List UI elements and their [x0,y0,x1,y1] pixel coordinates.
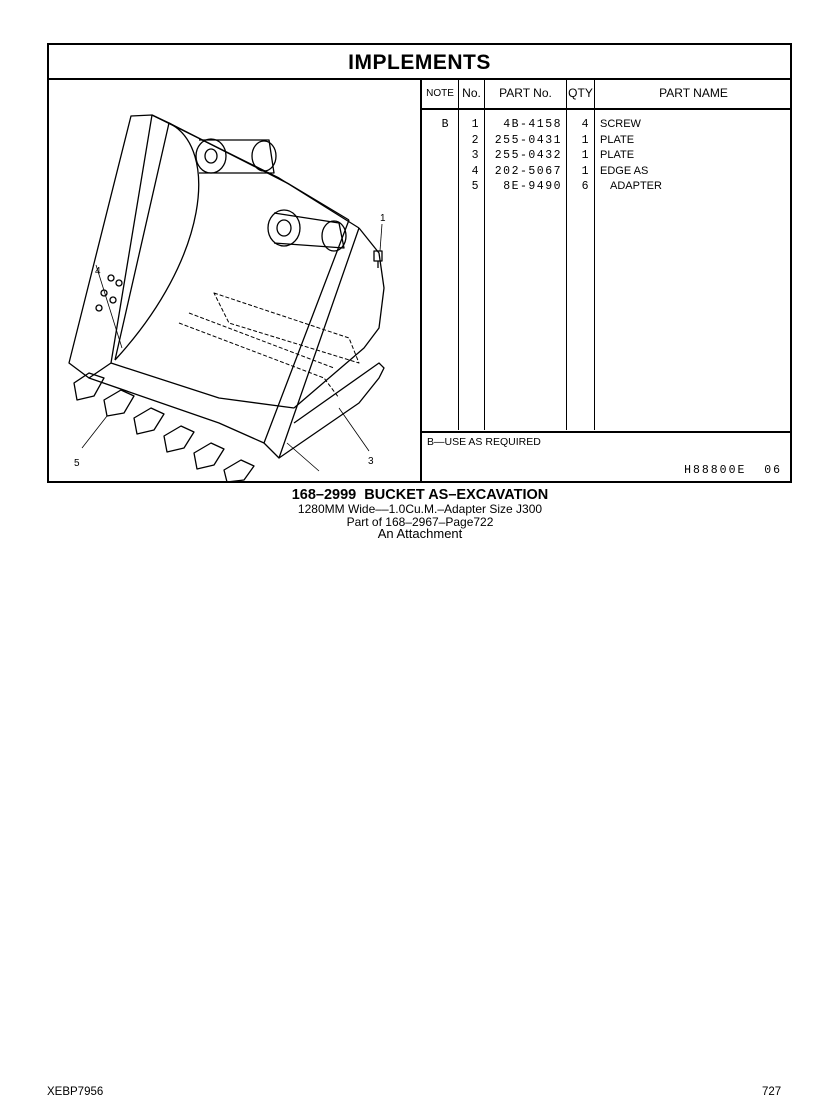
row-1-no: 1 [471,118,480,131]
qty-cell [567,109,595,430]
row-3-note [422,148,458,164]
row-4-qty: 1 [581,164,590,178]
caption-part-of: Part of 168–2967–Page722 [346,515,494,529]
col-qty: QTY [567,78,595,109]
row-2-part-no: 255-0431 [494,133,562,147]
row-3-part-no: 255-0432 [494,149,562,163]
parts-list [422,78,792,481]
note-cell [422,109,459,430]
document-id: XEBP7956 [47,1086,104,1098]
page-title: IMPLEMENTS [49,45,790,80]
row-1-part-no: 4B-4158 [503,118,562,131]
callout-4: 4 [95,266,101,277]
col-part-no: PART No. [485,78,567,109]
page-number: 727 [762,1086,782,1098]
row-4-note [422,164,458,180]
row-5-note [422,179,458,195]
parts-table [422,78,792,430]
row-3-no: 3 [471,149,480,163]
col-no: No. [459,78,485,109]
reference-code: H88800E 06 [684,464,782,477]
row-4-part-no: 202-5067 [494,164,562,178]
row-3-name: PLATE [600,149,635,162]
row-2-qty: 1 [581,133,590,147]
note-b: B—USE AS REQUIRED [427,436,541,448]
caption-spec: 1280MM Wide––1.0Cu.M.–Adapter Size J300 [297,502,543,516]
callout-1: 1 [380,213,386,224]
row-1-note: B [441,118,450,131]
col-note: NOTE [422,78,459,109]
row-4-name: EDGE AS [600,164,649,177]
row-2-note [422,133,458,149]
row-3-qty: 1 [581,149,590,163]
row-1-name: SCREW [600,118,641,130]
bucket-drawing [49,78,422,481]
row-5-qty: 6 [581,180,590,194]
part-name-cell [595,109,793,430]
part-no-cell [485,109,567,430]
row-5-no: 5 [471,180,480,194]
parts-frame [47,43,792,483]
row-1-qty: 4 [581,118,590,131]
callout-3: 3 [368,456,374,467]
callout-5: 5 [74,458,80,469]
row-2-no: 2 [471,133,480,147]
col-part-name: PART NAME [595,78,793,109]
row-2-name: PLATE [600,133,635,146]
row-5-part-no: 8E-9490 [503,180,562,194]
notes-area [422,431,792,483]
bucket-illustration [49,78,420,481]
no-cell [459,109,485,430]
caption-title: 168–2999 BUCKET AS–EXCAVATION [291,487,549,503]
row-5-name: ADAPTER [610,180,662,193]
row-4-no: 4 [471,164,480,178]
caption-attachment: An Attachment [377,526,463,541]
